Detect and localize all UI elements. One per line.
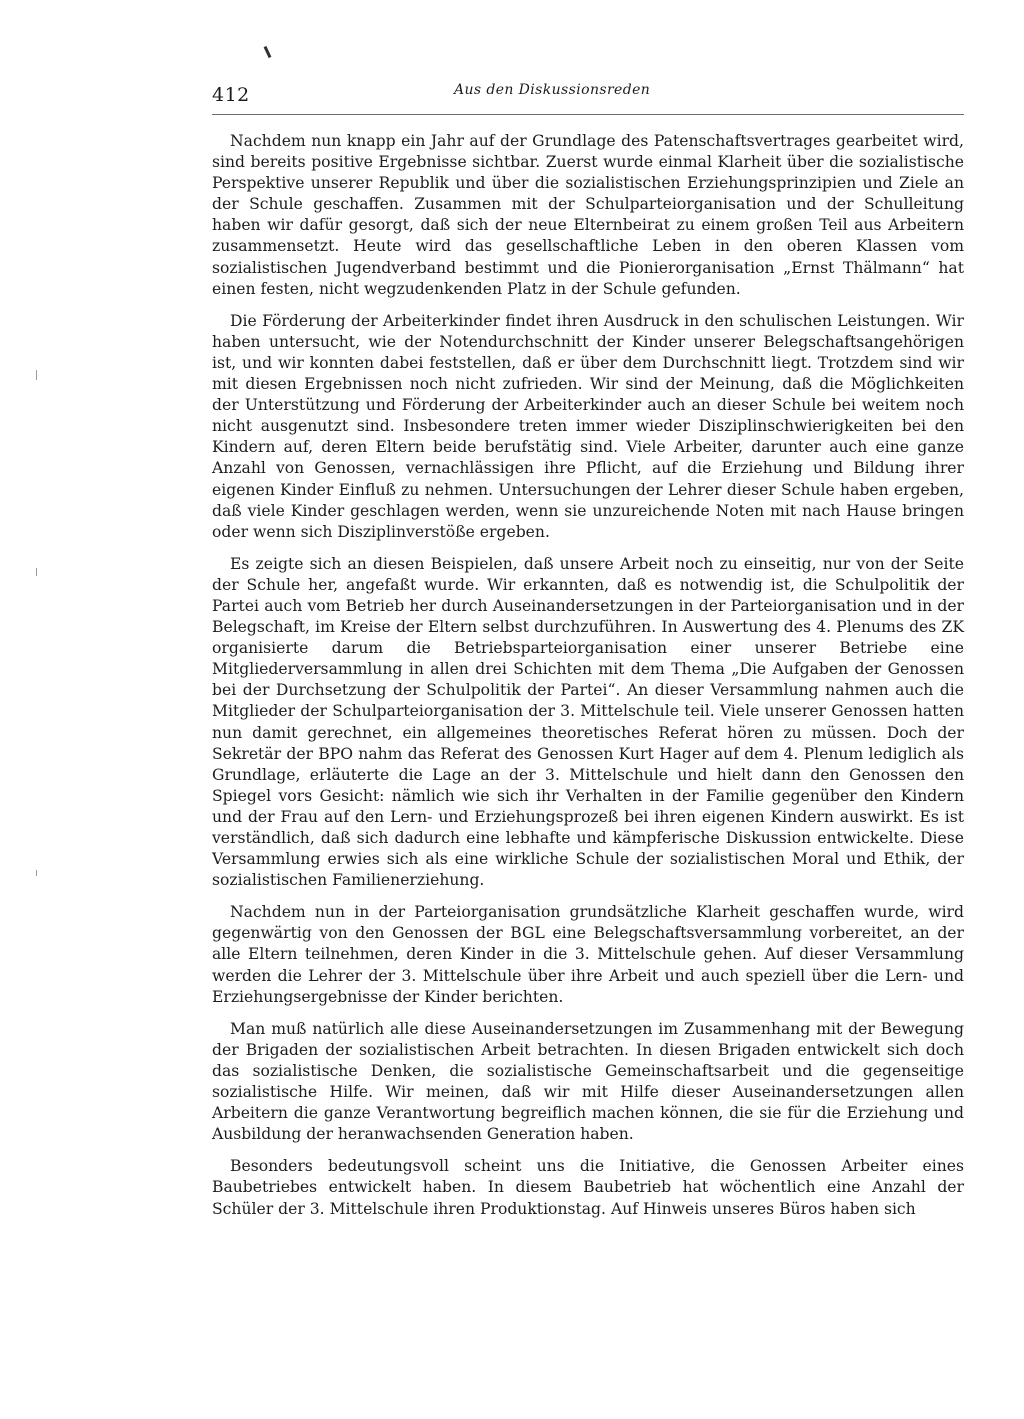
running-head: Aus den Diskussionsreden (454, 82, 651, 98)
page-body (212, 131, 964, 1220)
paragraph-3: Es zeigte sich an diesen Beispielen, daß unsere Arbeit noch zu einseitig, nur von der Seite der Schule her, angefaßt wurde. Wir erkannten, daß es notwendig ist, die Schulpolitik der Partei auch vom Betrieb her durch Auseinandersetzungen in der Parteiorganisation und in der Belegschaft, im Kreise der Eltern selbst durchzuführen. In Auswertung des 4. Plenums des ZK organisierte darum die Betriebsparteiorganisation einer unserer Betriebe eine Mitgliederversammlung in allen drei Schichten mit dem Thema „Die Aufgaben der Genossen bei der Durchsetzung der Schulpolitik der Partei“. An dieser Versammlung nahmen auch die Mitglieder der Schulparteiorganisation der 3. Mittelschule teil. Viele unserer Genossen hatten nun damit gerechnet, ein allgemeines theoretisches Referat hören zu müssen. Doch der Sekretär der BPO nahm das Referat des Genossen Kurt Hager auf dem 4. Plenum lediglich als Grundlage, erläuterte die Lage an der 3. Mittelschule und hielt dann den Genossen den Spiegel vors Gesicht: nämlich wie sich ihr Verhalten in der Familie gegenüber den Kindern und der Frau auf den Lern- und Erziehungsprozeß bei ihren eigenen Kindern auswirkt. Es ist verständlich, daß sich dadurch eine lebhafte und kämpferische Diskussion entwickelte. Diese Versammlung erwies sich als eine wirkliche Schule der sozialistischen Moral und Ethik, der sozialistischen Familienerziehung. (212, 554, 964, 890)
ink-mark (264, 46, 272, 58)
page-number: 412 (212, 84, 250, 106)
paragraph-5: Man muß natürlich alle diese Auseinandersetzungen im Zusammenhang mit der Bewegung der Brigaden der sozialistischen Arbeit betrachten. In diesen Brigaden entwickelt sich doch das sozialistische Denken, die sozialistische Gemeinschaftsarbeit und die gegenseitige sozialistische Hilfe. Wir meinen, daß wir mit Hilfe dieser Auseinandersetzungen allen Arbeitern die ganze Verantwortung begreiflich machen können, die sie für die Erziehung und Ausbildung der heranwachsenden Generation haben. (212, 1019, 964, 1144)
paragraph-6: Besonders bedeutungsvoll scheint uns die Initiative, die Genossen Arbeiter eines Baubetriebes entwickelt haben. In diesem Baubetrieb hat wöchentlich eine Anzahl der Schüler der 3. Mittelschule ihren Produktionstag. Auf Hinweis unseres Büros haben sich (212, 1157, 964, 1218)
paragraph-4: Nachdem nun in der Parteiorganisation grundsätzliche Klarheit geschaffen wurde, wird gegenwärtig von den Genossen der BGL eine Belegschaftsversammlung vorbereitet, an der alle Eltern teilnehmen, deren Kinder in die 3. Mittelschule gehen. Auf dieser Versammlung werden die Lehrer der 3. Mittelschule über ihre Arbeit und auch speziell über die Lern- und Erziehungsergebnisse der Kinder berichten. (212, 903, 964, 1006)
margin-mark (36, 870, 37, 876)
margin-mark (36, 370, 37, 380)
book-page (212, 80, 964, 1231)
page-header (212, 80, 964, 115)
paragraph-2: Die Förderung der Arbeiterkinder findet ihren Ausdruck in den schulischen Leistungen. Wir haben untersucht, wie der Notendurchschnitt der Kinder unserer Belegschaftsangehörigen ist, und wir konnten dabei feststellen, daß er über dem Durchschnitt liegt. Trotzdem sind wir mit diesen Ergebnissen noch nicht zufrieden. Wir sind der Meinung, daß die Möglichkeiten der Unterstützung und Förderung der Arbeiterkinder auch an dieser Schule bei weitem noch nicht ausgenutzt sind. Insbesondere treten immer wieder Disziplinschwierigkeiten bei den Kindern auf, deren Eltern beide berufstätig sind. Viele Arbeiter, darunter auch eine ganze Anzahl von Genossen, vernachlässigen ihre Pflicht, auf die Erziehung und Bildung ihrer eigenen Kinder Einfluß zu nehmen. Untersuchungen der Lehrer dieser Schule haben ergeben, daß viele Kinder geschlagen werden, wenn sie unzureichende Noten mit nach Hause bringen oder wenn sich Disziplinverstöße ergeben. (212, 311, 964, 541)
margin-mark (36, 568, 37, 576)
paragraph-1: Nachdem nun knapp ein Jahr auf der Grundlage des Patenschaftsvertrages gearbeitet wird, sind bereits positive Ergebnisse sichtbar. Zuerst wurde einmal Klarheit über die sozialistische Perspektive unserer Republik und über die sozialistischen Erziehungsprinzipien und Ziele an der Schule geschaffen. Zusammen mit der Schulparteiorganisation und der Schulleitung haben wir dafür gesorgt, daß sich der neue Elternbeirat zu einem großen Teil aus Arbeitern zusammensetzt. Heute wird das gesellschaftliche Leben in den oberen Klassen vom sozialistischen Jugendverband bestimmt und die Pionierorganisation „Ernst Thälmann“ hat einen festen, nicht wegzudenkenden Platz in der Schule gefunden. (212, 132, 964, 298)
